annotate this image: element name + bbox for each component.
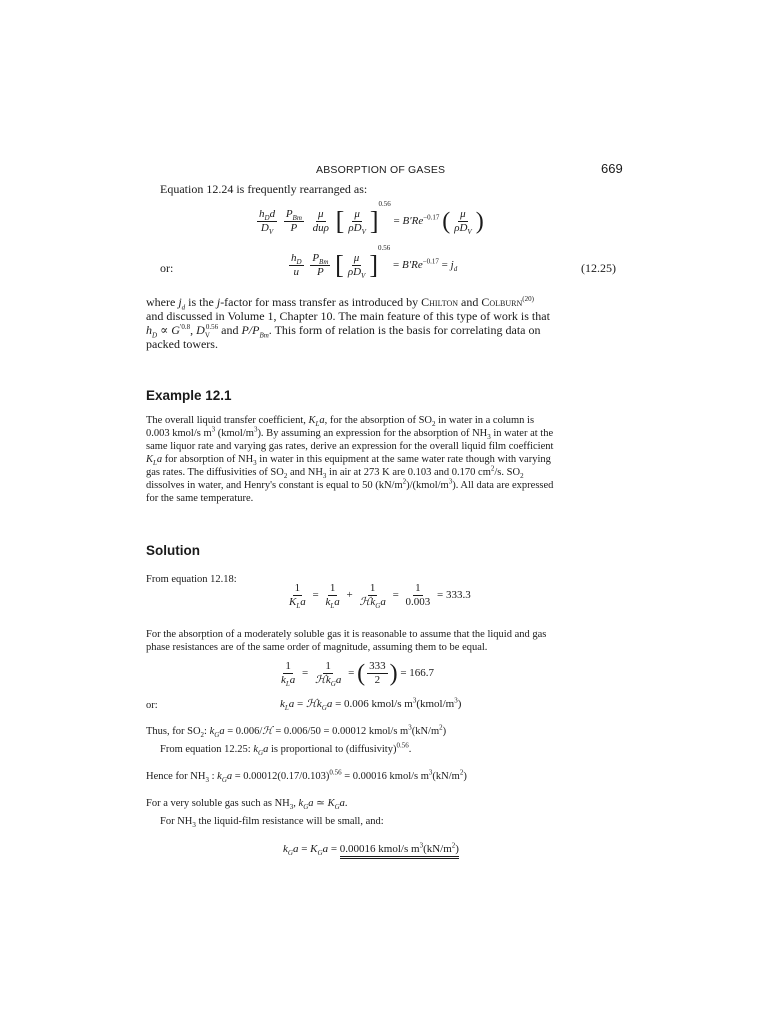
final-answer-value: 0.00016 kmol/s $m^3(kN/m^2)$ [340,843,459,859]
eq-or-label: or: [160,261,174,275]
para-moderately-soluble: For the absorption of a moderately soluble gas it is reasonable to assume that the liquid and gas phase resistances are of the same order of magnitude, assuming them to be equal. [146,629,547,653]
intro-text: Equation 12.24 is frequently rearranged as: [160,182,368,196]
thus-so2-line: Thus, for $SO_2$: $k_Ga$ = 0.006/ℋ = 0.006/50 = 0.00012 kmol/s $m^3(kN/m^2)$ [146,723,447,740]
hence-nh3-line: Hence for $NH_3$ : $k_Ga = 0.00012(0.17/0.103)^{0.56} = 0.00016$ kmol/s $m^3(kN/m^2)$ [146,768,467,785]
equation-rearranged: $\frac{h_Dd}{D_V}$ $\frac{P_{Bm}}{P}$ $\frac{\mu}{\text{duρ}}$ [ $\frac{\mu}{\rho D_V}$ ]$^{0.56} = B'Re^{-0.17}$ ( $\frac{\mu}{\rho D_V}$ ) [259,200,484,237]
from-equation-12-18: From equation 12.18: [146,574,237,585]
equation-equal-resistances: $\frac{1}{k_La}$ = $\frac{1}{ℋk_Ga}$ = ( $\frac{333}{2}$ ) = 166.7 [281,660,435,689]
para-jfactor: where $j_d$ is the j-factor for mass transfer as introduced by Chilton and Colburn$^{(20)}$ and discussed in Volume 1, Chapter 10. The main feature of this type of work is that $h_D \propto G^{'0.8}$, $D_V^{0.56}$ and $P/P_{Bm}$. This form of relation is the basis for correlating data on packed towers. [146,295,550,351]
solution-heading: Solution [146,543,200,558]
example-heading: Example 12.1 [146,388,232,403]
page-number: 669 [601,161,623,176]
eq-number-12-25: (12.25) [581,261,616,275]
nh3-liquid-film-line: For $NH_3$ the liquid-film resistance will be small, and: [160,816,384,830]
final-answer: $k_Ga = K_Ga = 0.00016$ kmol/s $m^3(kN/m^2)$ [283,841,459,858]
running-title: ABSORPTION OF GASES [316,164,446,176]
equation-kla: $k_La$ = ℋk$_G$a = 0.006 kmol/s $m^3(kmol/m^3)$ [280,696,462,713]
very-soluble-line: For a very soluble gas such as $NH_3$, $k_Ga$ ≃ $K_Ga$. [146,798,348,812]
from-equation-12-25-line: From equation 12.25: $k_Ga$ is proportional to (diffusivity)$^{0.56}$. [160,741,412,758]
example-text: The overall liquid transfer coefficient, $K_La$, for the absorption of $SO_2$ in water in a column is 0.003 kmol/s $m^3$ $(kmol/m^3)$. By assuming an expression for the absorption of $NH_3$ in water at the same liquor rate and varying gas rates, derive an expression for the overall liquid film coefficient $K_La$ for absorption of $NH_3$ in water in this equipment at the same water rate though with varying gas rates. The diffusivities of $SO_2$ and $NH_3$ in air at 273 K are 0.103 and 0.170 $cm^2/s$. $SO_2$ dissolves in water, and Henry's constant is equal to 50 $(kN/m^2)/(kmol/m^3)$. All data are expressed for the same temperature. [146,415,554,504]
equation-12-25: $\frac{h_D}{u}$ $\frac{P_{Bm}}{P}$ [ $\frac{\mu}{\rho D_V}$ ]$^{0.56} = B'Re^{-0.17} = j_d$ [291,244,458,281]
solution-or-label: or: [146,700,158,711]
equation-overall-resistance: $\frac{1}{K_La}$ = $\frac{1}{k_La}$ + $\frac{1}{ℋk_Ga}$ = $\frac{1}{0.003}$ = 333.3 [289,582,471,611]
